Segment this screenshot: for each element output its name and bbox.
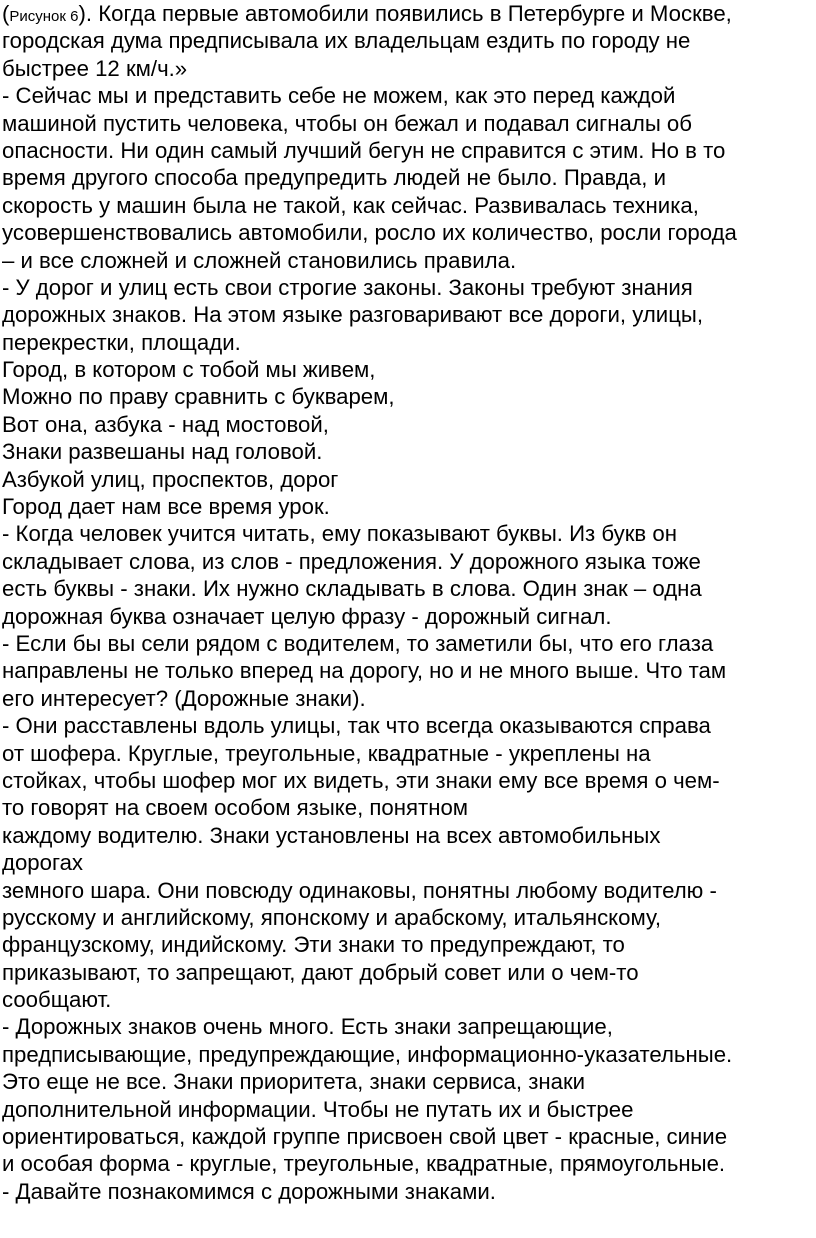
text-line: городская дума предписывала их владельцам ездить по городу не xyxy=(2,28,691,54)
text-line: направлены не только вперед на дорогу, но и не много выше. Что там xyxy=(2,658,727,684)
text-line: - У дорог и улиц есть свои строгие законы. Законы требуют знания xyxy=(2,274,693,300)
text-line: каждому водителю. Знаки установлены на всех автомобильных xyxy=(2,822,661,848)
text-line: дополнительной информации. Чтобы не путать их и быстрее xyxy=(2,1096,634,1122)
text-line: земного шара. Они повсюду одинаковы, понятны любому водителю - xyxy=(2,877,717,903)
text-line: стойках, чтобы шофер мог их видеть, эти знаки ему все время о чем- xyxy=(2,767,720,793)
text-line: и особая форма - круглые, треугольные, квадратные, прямоугольные. xyxy=(2,1151,726,1177)
poem-line: Город, в котором с тобой мы живем, xyxy=(2,357,376,383)
text-line: сообщают. xyxy=(2,987,112,1013)
text-line: дорожная буква означает целую фразу - дорожный сигнал. xyxy=(2,603,612,629)
text-line: его интересует? (Дорожные знаки). xyxy=(2,685,366,711)
text-line: быстрее 12 км/ч.» xyxy=(2,55,188,81)
text-line: Это еще не все. Знаки приоритета, знаки сервиса, знаки xyxy=(2,1069,586,1095)
figure-reference: Рисунок 6 xyxy=(9,8,79,25)
poem-line: Город дает нам все время урок. xyxy=(2,494,330,520)
poem-line: Азбукой улиц, проспектов, дорог xyxy=(2,466,339,492)
text-line: скорость у машин была не такой, как сейчас. Развивалась техника, xyxy=(2,192,699,218)
text-line: время другого способа предупредить людей не было. Правда, и xyxy=(2,165,666,191)
text-line: – и все сложней и сложней становились правила. xyxy=(2,247,517,273)
text-line: - Когда человек учится читать, ему показывают буквы. Из букв он xyxy=(2,521,677,547)
text-line: есть буквы - знаки. Их нужно складывать в слова. Один знак – одна xyxy=(2,576,702,602)
text-line: приказывают, то запрещают, дают добрый совет или о чем-то xyxy=(2,959,639,985)
first-line-text: ). Когда первые автомобили появились в Петербурге и Москве, xyxy=(78,1,732,26)
text-line-first xyxy=(2,0,816,27)
text-line: от шофера. Круглые, треугольные, квадратные - укреплены на xyxy=(2,740,651,766)
text-line: французскому, индийскому. Эти знаки то предупреждают, то xyxy=(2,932,625,958)
text-line: - Дорожных знаков очень много. Есть знаки запрещающие, xyxy=(2,1014,613,1040)
poem-line: Вот она, азбука - над мостовой, xyxy=(2,411,329,437)
open-paren: ( xyxy=(2,1,10,26)
text-line: - Сейчас мы и представить себе не можем, как это перед каждой xyxy=(2,83,676,109)
text-line: дорожных знаков. На этом языке разговаривают все дороги, улицы, xyxy=(2,302,704,328)
text-line: дорогах xyxy=(2,850,84,876)
text-line: ориентироваться, каждой группе присвоен свой цвет - красные, синие xyxy=(2,1124,728,1150)
text-line: то говорят на своем особом языке, понятном xyxy=(2,795,469,821)
text-line: предписывающие, предупреждающие, информационно-указательные. xyxy=(2,1041,733,1067)
text-line: машиной пустить человека, чтобы он бежал и подавал сигналы об xyxy=(2,110,692,136)
text-line: опасности. Ни один самый лучший бегун не справится с этим. Но в то xyxy=(2,137,726,163)
text-line: - Они расставлены вдоль улицы, так что всегда оказываются справа xyxy=(2,713,711,739)
text-line: перекрестки, площади. xyxy=(2,329,241,355)
text-line: складывает слова, из слов - предложения. У дорожного языка тоже xyxy=(2,548,701,574)
text-line: - Давайте познакомимся с дорожными знаками. xyxy=(2,1178,496,1204)
text-line: усовершенствовались автомобили, росло их количество, росли города xyxy=(2,220,737,246)
poem-line: Можно по праву сравнить с букварем, xyxy=(2,384,395,410)
text-line: - Если бы вы сели рядом с водителем, то заметили бы, что его глаза xyxy=(2,630,714,656)
text-line: русскому и английскому, японскому и арабскому, итальянскому, xyxy=(2,904,662,930)
poem-line: Знаки развешаны над головой. xyxy=(2,439,323,465)
